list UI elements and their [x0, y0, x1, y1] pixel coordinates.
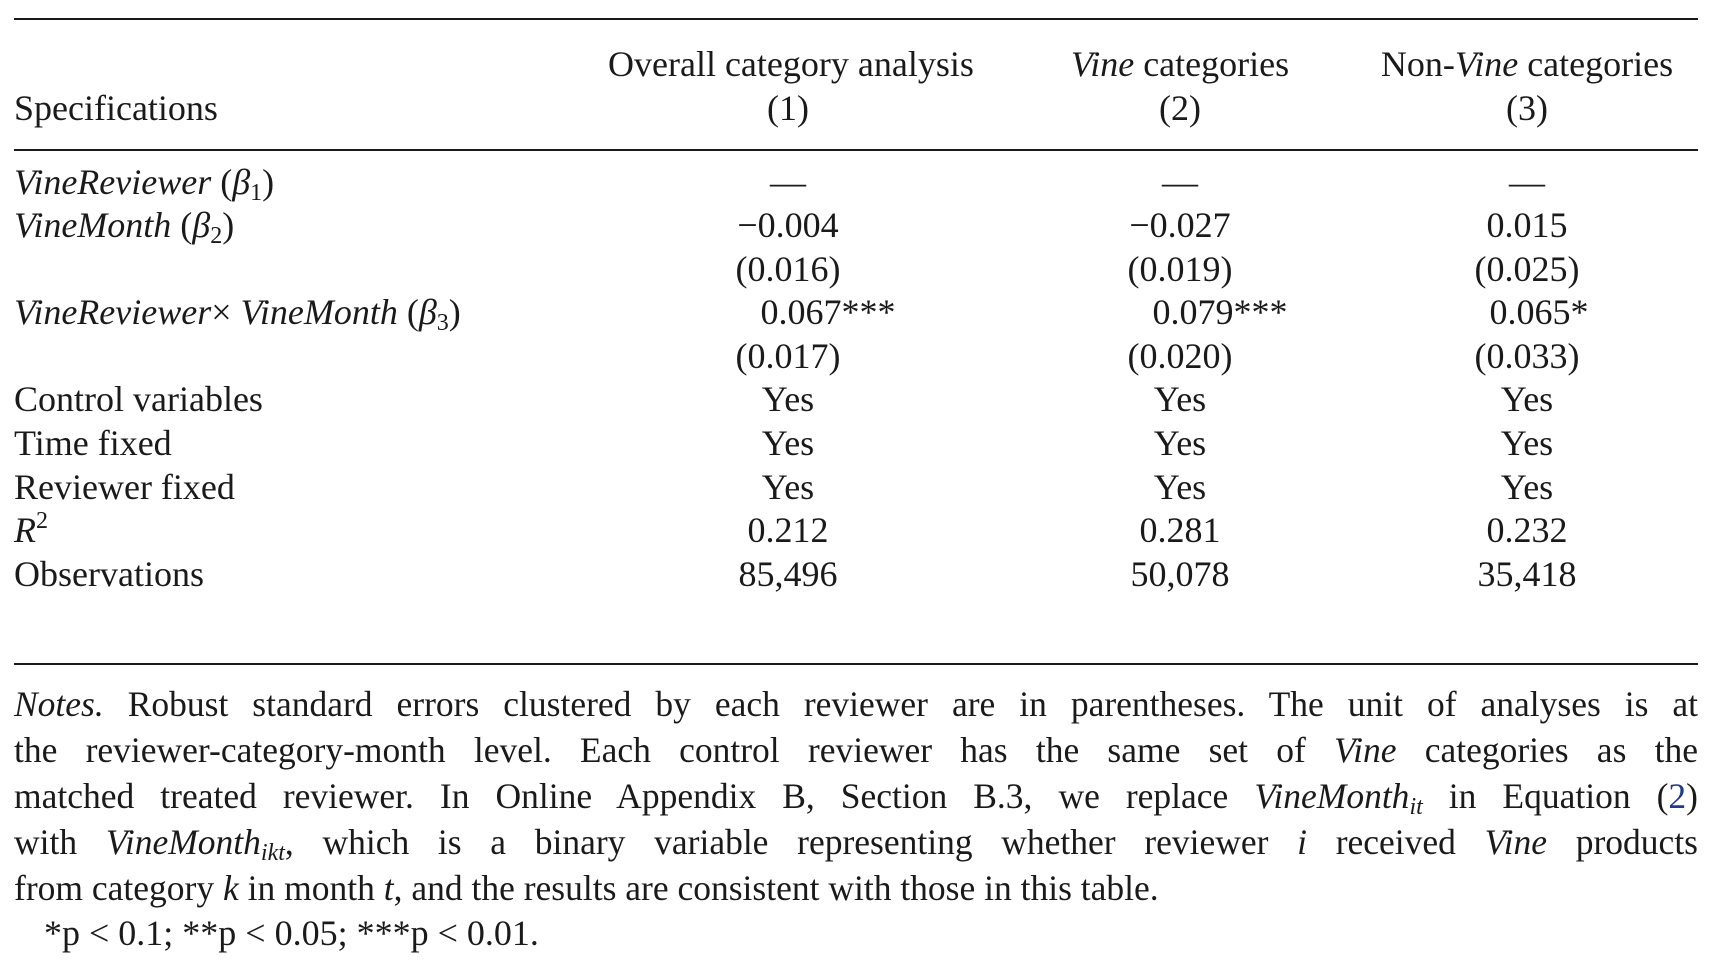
cell-vine-reviewer-2: — [1162, 162, 1198, 202]
col3-title: Non-Vine categories [1380, 44, 1674, 84]
cell-vine-month-1: −0.004 [737, 205, 839, 245]
row-label-time-fixed: Time fixed [14, 423, 172, 463]
row-label-observations: Observations [14, 554, 204, 594]
cell-observations-1: 85,496 [738, 554, 838, 594]
se-interaction-2: (0.020) [1127, 336, 1233, 376]
cell-controls-2: Yes [1153, 379, 1207, 419]
cell-vine-month-3: 0.015 [1486, 205, 1568, 245]
specifications-header: Specifications [14, 88, 218, 128]
cell-vine-month-2: −0.027 [1129, 205, 1231, 245]
cell-r2-1: 0.212 [747, 510, 829, 550]
col3-number: (3) [1506, 88, 1548, 128]
row-label-controls: Control variables [14, 379, 263, 419]
row-label-reviewer-fixed: Reviewer fixed [14, 467, 235, 507]
row-label-vine-month: VineMonth $(\beta_2)$ [14, 205, 235, 249]
cell-time-fixed-3: Yes [1500, 423, 1554, 463]
row-label-interaction: VineReviewer× VineMonth $(\beta_3)$ [14, 292, 461, 336]
notes-line-2: the reviewer-category-month level. Each control reviewer has the same set of Vine categories as the [14, 730, 1698, 770]
col2-number: (2) [1159, 88, 1201, 128]
equation-link[interactable]: 2 [1668, 776, 1687, 816]
bottom-rule [14, 663, 1698, 665]
cell-r2-2: 0.281 [1139, 510, 1221, 550]
cell-controls-1: Yes [761, 379, 815, 419]
cell-interaction-1: 0.067*** [760, 292, 896, 332]
se-vine-month-2: (0.019) [1127, 249, 1233, 289]
notes-line-4: with VineMonth$_{ikt}$, which is a binary variable representing whether reviewer i received Vine products [14, 822, 1698, 866]
cell-controls-3: Yes [1500, 379, 1554, 419]
row-label-r-squared: $R^2$ [14, 508, 48, 550]
cell-reviewer-fixed-3: Yes [1500, 467, 1554, 507]
col2-title: Vine categories [1070, 44, 1290, 84]
cell-observations-3: 35,418 [1477, 554, 1577, 594]
se-interaction-1: (0.017) [735, 336, 841, 376]
cell-time-fixed-2: Yes [1153, 423, 1207, 463]
significance-legend: *p < 0.1; **p < 0.05; ***p < 0.01. [44, 913, 539, 953]
se-vine-month-3: (0.025) [1474, 249, 1580, 289]
top-rule [14, 18, 1698, 20]
cell-interaction-3: 0.065* [1489, 292, 1589, 332]
cell-reviewer-fixed-1: Yes [761, 467, 815, 507]
cell-vine-reviewer-1: — [770, 162, 806, 202]
notes-line-5: from category k in month t, and the results are consistent with those in this table. [14, 868, 1159, 908]
header-rule [14, 149, 1698, 151]
col1-number: (1) [767, 88, 809, 128]
table-notes [14, 681, 1698, 911]
se-vine-month-1: (0.016) [735, 249, 841, 289]
cell-vine-reviewer-3: — [1509, 162, 1545, 202]
cell-observations-2: 50,078 [1130, 554, 1230, 594]
notes-line-3: matched treated reviewer. In Online Appendix B, Section B.3, we replace VineMonth$_{it}$ in Equation (2) [14, 776, 1698, 820]
cell-reviewer-fixed-2: Yes [1153, 467, 1207, 507]
se-interaction-3: (0.033) [1474, 336, 1580, 376]
cell-interaction-2: 0.079*** [1152, 292, 1288, 332]
row-label-vine-reviewer: VineReviewer $(\beta_1)$ [14, 162, 275, 206]
cell-time-fixed-1: Yes [761, 423, 815, 463]
col1-title: Overall category analysis [608, 44, 974, 84]
notes-line-1: Notes. Robust standard errors clustered by each reviewer are in parentheses. The unit of analyses is at [14, 684, 1698, 724]
cell-r2-3: 0.232 [1486, 510, 1568, 550]
